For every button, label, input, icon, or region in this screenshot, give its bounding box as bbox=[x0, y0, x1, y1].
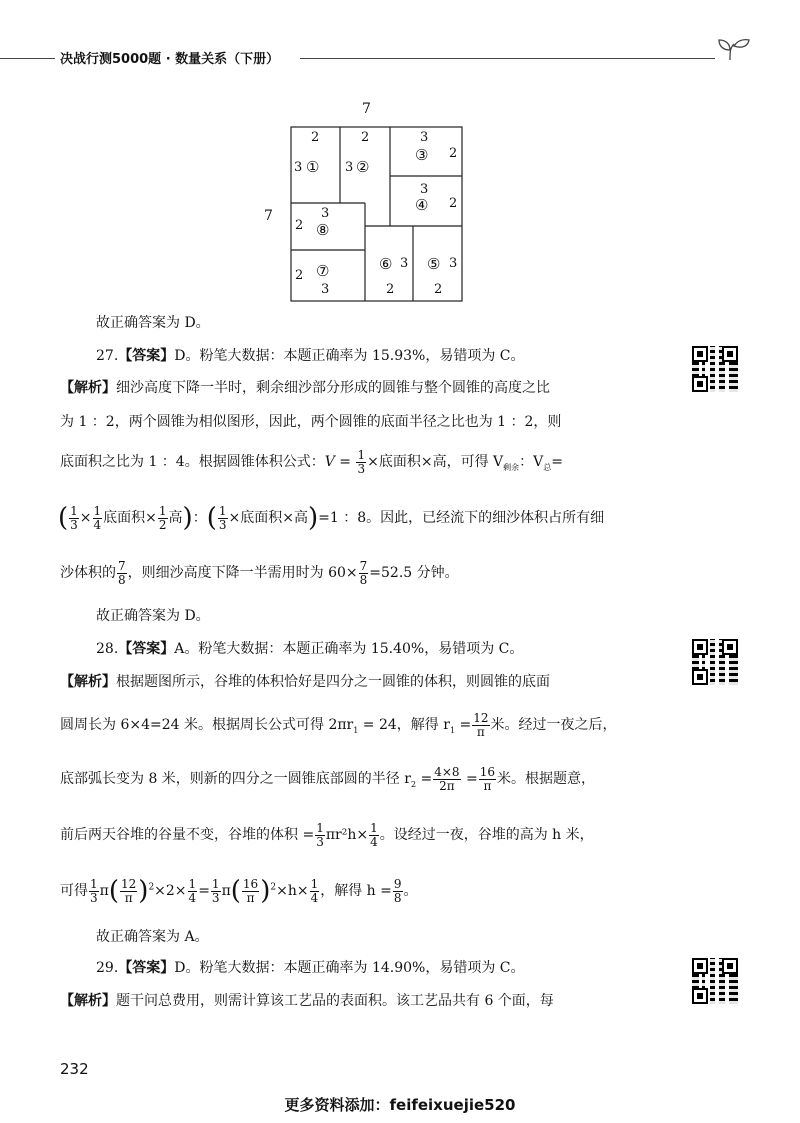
cell2-left: 3 bbox=[345, 160, 354, 175]
header-title: 决战行测5000题 · 数量关系（下册） bbox=[60, 52, 280, 67]
q29-l1-text: 题干问总费用，则需计算该工艺品的表面积。该工艺品共有 6 个面，每 bbox=[116, 993, 554, 1009]
conclusion-27: 故正确答案为 D。 bbox=[96, 608, 210, 624]
cell5-mark: ⑤ bbox=[427, 255, 441, 273]
q28-number: 28. bbox=[96, 641, 119, 657]
cell3-top: 3 bbox=[420, 130, 429, 145]
cell3-mark: ③ bbox=[415, 146, 429, 164]
q28-answer-tag: 【答案】 bbox=[118, 641, 175, 657]
q29-answer-text: D。粉笔大数据：本题正确率为 14.90%，易错项为 C。 bbox=[174, 960, 525, 976]
q27-analysis-line1 bbox=[60, 381, 550, 395]
q28-answer-text: A。粉笔大数据：本题正确率为 15.40%，易错项为 C。 bbox=[174, 641, 524, 657]
cell8-left: 2 bbox=[295, 218, 304, 233]
q29-qr-code[interactable] bbox=[692, 958, 738, 1004]
q29-heading bbox=[96, 961, 524, 975]
q28-analysis-line3: 底部弧长变为 8 米，则新的四分之一圆锥底部圆的半径 $r_2$ = $\frac{4\times 8}{2\pi}$ = $\frac{16}{\pi}$ 米。根据题意， bbox=[60, 765, 596, 793]
q27-l1-text: 细沙高度下降一半时，剩余细沙部分形成的圆锥与整个圆锥的高度之比 bbox=[116, 380, 550, 396]
q27-sub-total: 总 bbox=[543, 462, 552, 472]
q27-analysis-line3 bbox=[60, 449, 563, 475]
q27-l3b: V = bbox=[324, 454, 352, 471]
cell6-mark: ⑥ bbox=[379, 255, 393, 273]
footer-text: 更多资料添加：feifeixuejie520 bbox=[284, 1096, 516, 1114]
q27-sub-remaining: 剩余 bbox=[503, 462, 520, 472]
cell2-top: 2 bbox=[361, 130, 370, 145]
diagram-side-label: 7 bbox=[264, 208, 273, 224]
q28-analysis-tag: 【解析】 bbox=[60, 674, 116, 690]
header-rule-left bbox=[0, 58, 55, 59]
q27-number: 27. bbox=[96, 348, 119, 364]
page-number: 232 bbox=[60, 1060, 89, 1078]
q27-l3e: = bbox=[551, 454, 563, 471]
diagram-top-label: 7 bbox=[362, 101, 371, 117]
q28-analysis-line5: 可得 $\frac{1}{3}$ π( $\frac{12}{\pi}$ )$^2$×2× $\frac{1}{4}$ = $\frac{1}{3}$ π( $\frac{16}{\pi}$ )$^2$×h× $\frac{1}{4}$ ，解得 h = $\frac{9}{8}$ 。 bbox=[60, 876, 418, 907]
q29-answer-tag: 【答案】 bbox=[118, 960, 175, 976]
cell5-right: 3 bbox=[449, 256, 458, 271]
q27-analysis-line5: 沙体积的 $\frac{7}{8}$ ，则细沙高度下降一半需用时为 60× $\frac{7}{8}$ =52.5 分钟。 bbox=[60, 559, 459, 587]
cell5-bottom: 2 bbox=[434, 282, 443, 297]
conclusion-26: 故正确答案为 D。 bbox=[96, 315, 210, 331]
q28-heading bbox=[96, 642, 523, 656]
q27-analysis-line4: ( $\frac{1}{3}$ × $\frac{1}{4}$ 底面积× $\frac{1}{2}$ 高)：( $\frac{1}{3}$ ×底面积×高)=1 ：8。因此，已经流下的细沙体积占所有细 bbox=[58, 503, 605, 534]
cell2-mark: ② bbox=[356, 158, 370, 176]
cell7-mark: ⑦ bbox=[316, 262, 330, 280]
sprout-icon bbox=[716, 36, 752, 62]
frac-one-third: $\frac{1}{3}$ bbox=[357, 448, 366, 476]
q27-l3d: ：V bbox=[519, 454, 544, 471]
q27-l3c: ×底面积×高，可得 V bbox=[367, 454, 504, 471]
cell8-top: 3 bbox=[321, 206, 330, 221]
q29-analysis-line1 bbox=[60, 994, 554, 1008]
q27-l3a: 底面积之比为 1 ：4。根据圆锥体积公式： bbox=[60, 454, 325, 471]
q28-l1-text: 根据题图所示，谷堆的体积恰好是四分之一圆锥的体积，则圆锥的底面 bbox=[116, 674, 550, 690]
cell1-top: 2 bbox=[311, 130, 320, 145]
cell6-bottom: 2 bbox=[386, 282, 395, 297]
conclusion-28: 故正确答案为 A。 bbox=[96, 929, 209, 945]
cell3-right: 2 bbox=[449, 146, 458, 161]
cell7-left: 2 bbox=[295, 268, 304, 283]
cell8-mark: ⑧ bbox=[316, 221, 330, 239]
q28-analysis-line1 bbox=[60, 675, 550, 689]
q28-analysis-line4: 前后两天谷堆的谷量不变，谷堆的体积 = $\frac{1}{3}$ πr²h× $\frac{1}{4}$ 。设经过一夜，谷堆的高为 h 米， bbox=[60, 821, 594, 849]
cell4-top: 3 bbox=[420, 182, 429, 197]
q28-analysis-line2: 圆周长为 6×4=24 米。根据周长公式可得 $2\pi r_1 = 24$，解得 $r_1$ = $\frac{12}{\pi}$ 米。经过一夜之后， bbox=[60, 711, 617, 739]
q27-analysis-line2: 为 1 ：2，两个圆锥为相似图形，因此，两个圆锥的底面半径之比也为 1 ：2，则 bbox=[60, 414, 562, 430]
q28-qr-code[interactable] bbox=[692, 639, 738, 685]
cell1-left: 3 bbox=[294, 160, 303, 175]
cell6-right: 3 bbox=[400, 256, 409, 271]
header-rule-right bbox=[300, 58, 715, 59]
q27-answer-tag: 【答案】 bbox=[118, 348, 175, 364]
q29-analysis-tag: 【解析】 bbox=[60, 993, 116, 1009]
q27-analysis-tag: 【解析】 bbox=[60, 380, 116, 396]
q27-qr-code[interactable] bbox=[692, 346, 738, 392]
q27-heading bbox=[96, 349, 524, 363]
cell4-mark: ④ bbox=[415, 196, 429, 214]
q29-number: 29. bbox=[96, 960, 119, 976]
cell4-right: 2 bbox=[449, 196, 458, 211]
q27-answer-text: D。粉笔大数据：本题正确率为 15.93%，易错项为 C。 bbox=[174, 348, 525, 364]
cell1-mark: ① bbox=[306, 158, 320, 176]
cell7-bottom: 3 bbox=[321, 282, 330, 297]
